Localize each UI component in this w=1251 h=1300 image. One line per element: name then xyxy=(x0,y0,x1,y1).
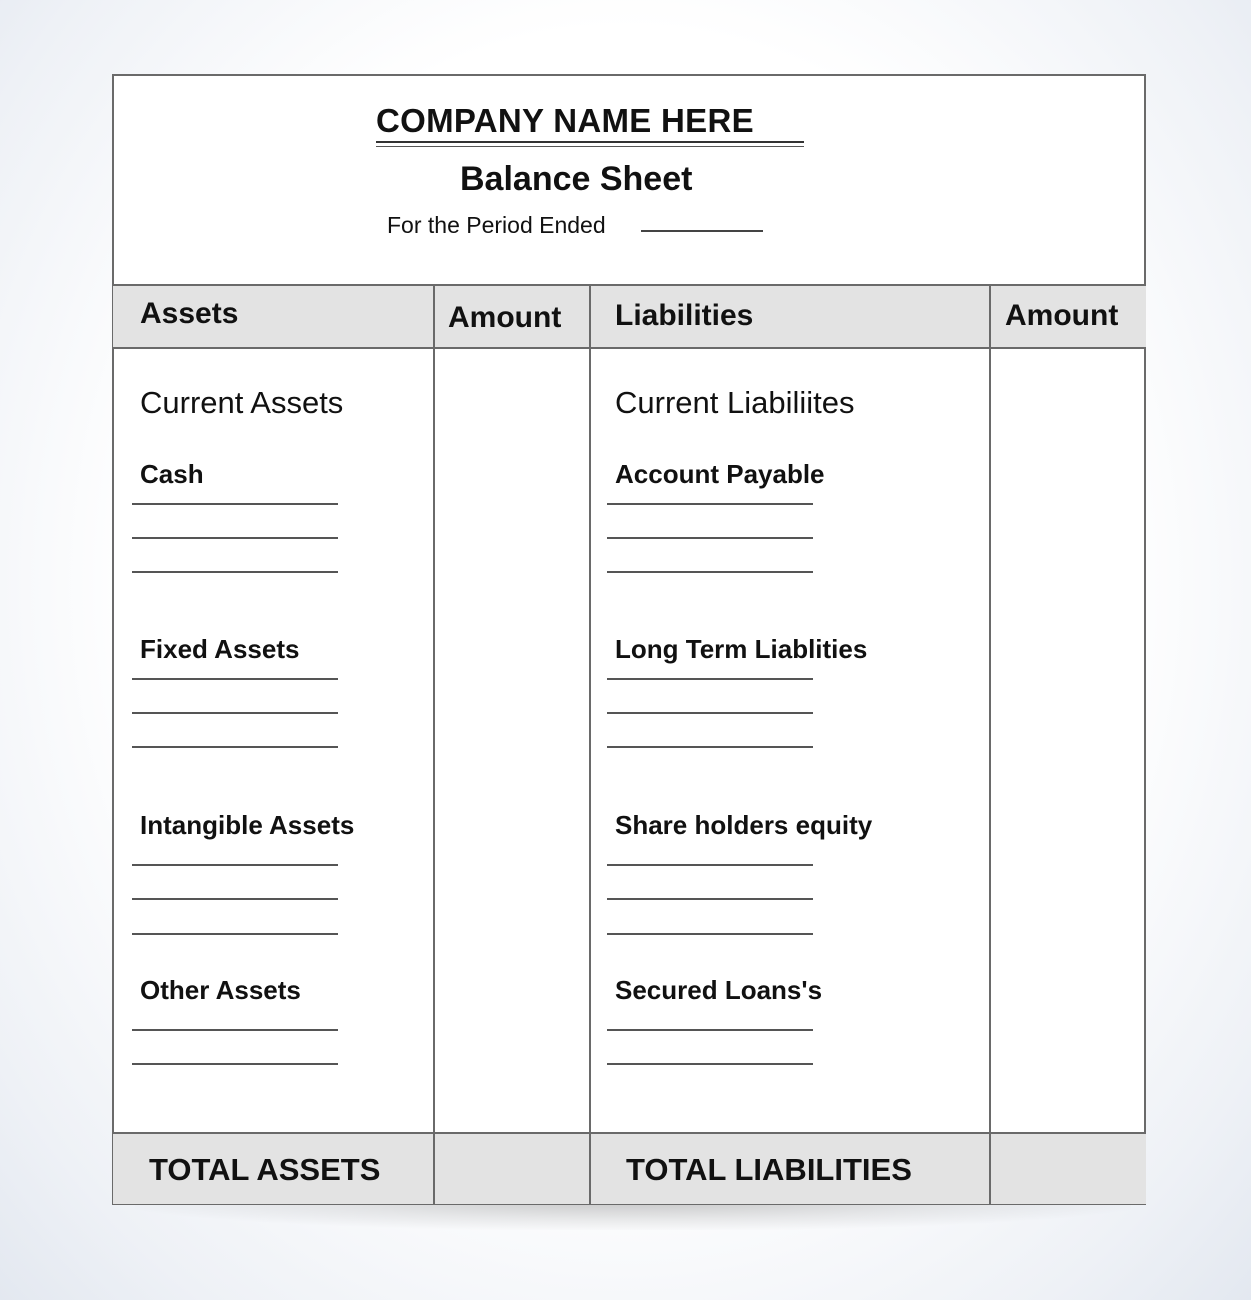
asset-group-label: Cash xyxy=(140,459,204,489)
liability-entry-line[interactable] xyxy=(607,571,813,573)
liability-group-label: Share holders equity xyxy=(615,810,873,840)
asset-entry-line[interactable] xyxy=(132,678,338,680)
asset-group-label: Fixed Assets xyxy=(140,634,300,664)
period-date-field[interactable] xyxy=(641,230,763,232)
asset-entry-line[interactable] xyxy=(132,503,338,505)
current-assets-section-label: Current Assets xyxy=(140,385,344,420)
total-liabilities-label: TOTAL LIABILITIES xyxy=(626,1152,912,1187)
liability-entry-line[interactable] xyxy=(607,712,813,714)
document-title: Balance Sheet xyxy=(460,160,693,198)
company-name: COMPANY NAME HERE xyxy=(376,102,754,139)
asset-entry-line[interactable] xyxy=(132,864,338,866)
liabilities-column-header: Liabilities xyxy=(615,299,754,332)
liability-group-label: Long Term Liablities xyxy=(615,634,868,664)
asset-entry-line[interactable] xyxy=(132,898,338,900)
asset-entry-line[interactable] xyxy=(132,1029,338,1031)
asset-entry-line[interactable] xyxy=(132,746,338,748)
liabilities-amount-column-header: Amount xyxy=(1005,299,1119,332)
column-divider xyxy=(989,284,991,1204)
liability-entry-line[interactable] xyxy=(607,746,813,748)
total-assets-label: TOTAL ASSETS xyxy=(149,1152,381,1187)
liability-entry-line[interactable] xyxy=(607,1063,813,1065)
current-liabilities-section-label: Current Liabiliites xyxy=(615,385,855,420)
asset-entry-line[interactable] xyxy=(132,712,338,714)
liability-entry-line[interactable] xyxy=(607,1029,813,1031)
liability-entry-line[interactable] xyxy=(607,933,813,935)
title-underline xyxy=(376,141,804,143)
asset-group-label: Intangible Assets xyxy=(140,810,355,840)
asset-entry-line[interactable] xyxy=(132,1063,338,1065)
liability-entry-line[interactable] xyxy=(607,864,813,866)
title-double-underline xyxy=(376,146,804,147)
liability-group-label: Account Payable xyxy=(615,459,825,489)
liability-entry-line[interactable] xyxy=(607,678,813,680)
asset-entry-line[interactable] xyxy=(132,537,338,539)
assets-column-header: Assets xyxy=(140,297,239,330)
asset-entry-line[interactable] xyxy=(132,933,338,935)
liability-group-label: Secured Loans's xyxy=(615,975,823,1005)
column-divider xyxy=(433,284,435,1204)
asset-group-label: Other Assets xyxy=(140,975,301,1005)
liability-entry-line[interactable] xyxy=(607,503,813,505)
column-divider xyxy=(589,284,591,1204)
liability-entry-line[interactable] xyxy=(607,898,813,900)
assets-amount-column-header: Amount xyxy=(448,301,562,334)
period-label: For the Period Ended xyxy=(387,212,606,238)
liability-entry-line[interactable] xyxy=(607,537,813,539)
asset-entry-line[interactable] xyxy=(132,571,338,573)
